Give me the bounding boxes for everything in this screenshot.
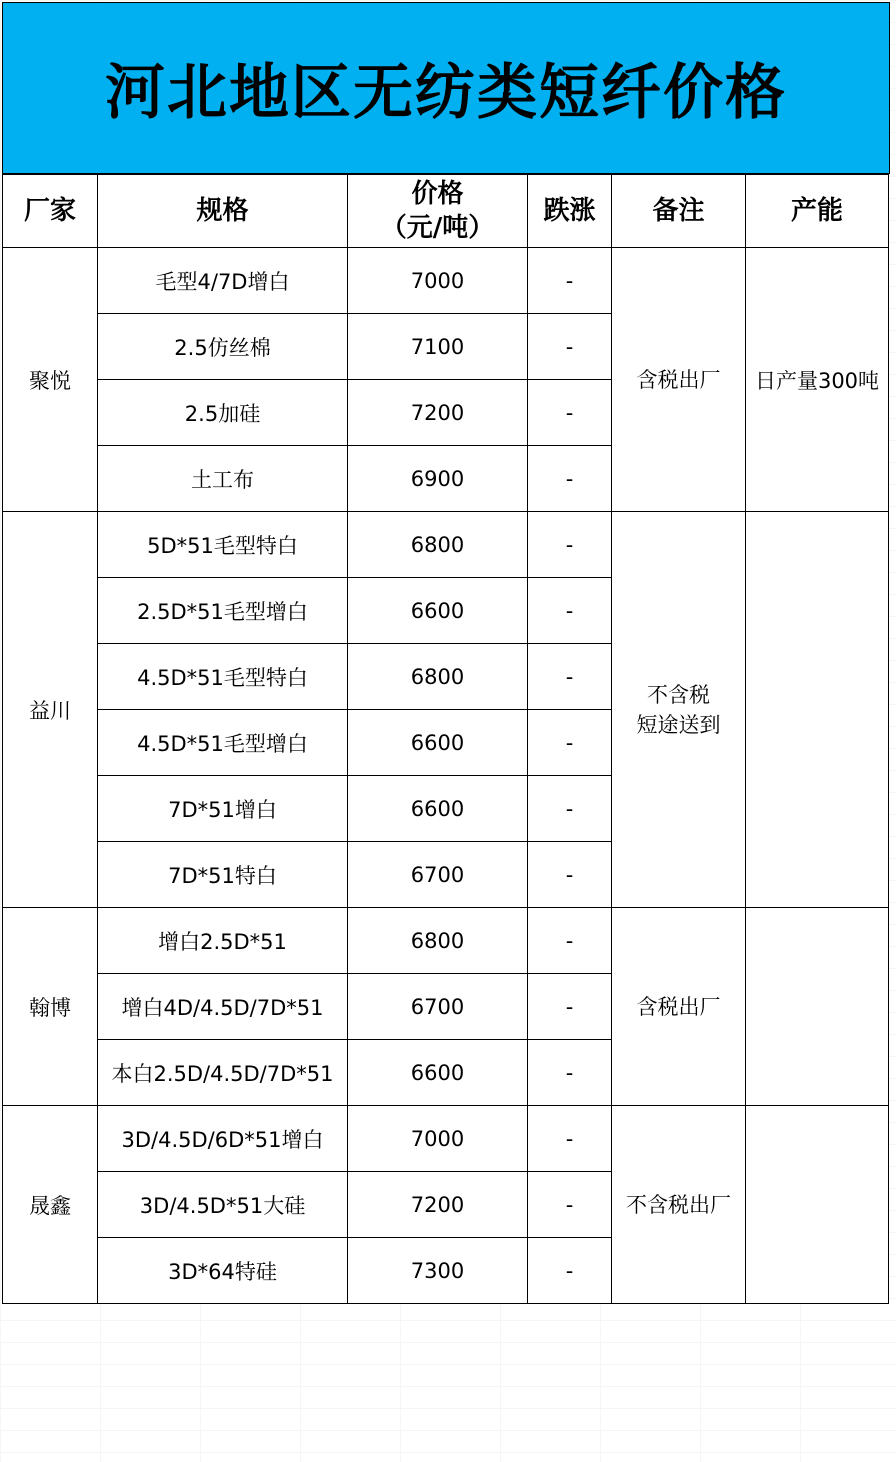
note-line: 含税出厂	[636, 367, 721, 392]
change-cell: -	[528, 1172, 612, 1238]
capacity-cell	[746, 1106, 889, 1304]
table-row	[3, 908, 889, 974]
note-cell	[612, 248, 746, 512]
spec-cell: 增白4D/4.5D/7D*51	[98, 974, 348, 1040]
change-cell: -	[528, 1238, 612, 1304]
spec-cell: 增白2.5D*51	[98, 908, 348, 974]
price-cell: 6600	[348, 776, 528, 842]
price-cell: 7200	[348, 1172, 528, 1238]
table-body	[3, 248, 889, 1304]
spec-cell: 7D*51增白	[98, 776, 348, 842]
note-line: 含税出厂	[636, 994, 721, 1019]
spec-cell: 2.5D*51毛型增白	[98, 578, 348, 644]
change-cell: -	[528, 1106, 612, 1172]
factory-cell: 翰博	[3, 908, 98, 1106]
change-cell: -	[528, 578, 612, 644]
spec-cell: 土工布	[98, 446, 348, 512]
note-line: 不含税	[647, 682, 710, 707]
price-cell: 6800	[348, 644, 528, 710]
factory-cell: 聚悦	[3, 248, 98, 512]
price-cell: 6800	[348, 908, 528, 974]
price-cell: 7100	[348, 314, 528, 380]
price-cell: 6700	[348, 842, 528, 908]
change-cell: -	[528, 512, 612, 578]
capacity-cell	[746, 512, 889, 908]
spec-cell: 毛型4/7D增白	[98, 248, 348, 314]
change-cell: -	[528, 974, 612, 1040]
table-row	[3, 512, 889, 578]
spec-cell: 2.5仿丝棉	[98, 314, 348, 380]
spec-cell: 7D*51特白	[98, 842, 348, 908]
table-row	[3, 1106, 889, 1172]
header-change: 跌涨	[528, 175, 612, 248]
price-cell: 7000	[348, 248, 528, 314]
header-factory: 厂家	[3, 175, 98, 248]
change-cell: -	[528, 446, 612, 512]
change-cell: -	[528, 776, 612, 842]
change-cell: -	[528, 842, 612, 908]
change-cell: -	[528, 248, 612, 314]
header-spec: 规格	[98, 175, 348, 248]
price-table	[2, 174, 889, 1304]
spec-cell: 3D/4.5D*51大硅	[98, 1172, 348, 1238]
header-price-unit: （元/吨）	[380, 213, 495, 243]
factory-cell: 晟鑫	[3, 1106, 98, 1304]
note-line: 短途送到	[636, 712, 721, 737]
price-cell: 6700	[348, 974, 528, 1040]
page-title: 河北地区无纺类短纤价格	[105, 58, 787, 128]
change-cell: -	[528, 908, 612, 974]
header-capacity: 产能	[746, 175, 889, 248]
spec-cell: 4.5D*51毛型增白	[98, 710, 348, 776]
table-row	[3, 248, 889, 314]
price-cell: 6600	[348, 578, 528, 644]
price-cell: 7200	[348, 380, 528, 446]
header-note: 备注	[612, 175, 746, 248]
price-cell: 6800	[348, 512, 528, 578]
note-line: 不含税出厂	[626, 1192, 731, 1217]
price-cell: 6600	[348, 710, 528, 776]
change-cell: -	[528, 380, 612, 446]
header-price	[348, 175, 528, 248]
header-row	[3, 175, 889, 248]
title-banner	[2, 2, 890, 174]
price-cell: 6900	[348, 446, 528, 512]
spec-cell: 5D*51毛型特白	[98, 512, 348, 578]
note-cell	[612, 908, 746, 1106]
spec-cell: 本白2.5D/4.5D/7D*51	[98, 1040, 348, 1106]
price-cell: 6600	[348, 1040, 528, 1106]
spec-cell: 3D/4.5D/6D*51增白	[98, 1106, 348, 1172]
price-cell: 7300	[348, 1238, 528, 1304]
spec-cell: 3D*64特硅	[98, 1238, 348, 1304]
header-price-label: 价格	[411, 179, 464, 209]
change-cell: -	[528, 1040, 612, 1106]
price-cell: 7000	[348, 1106, 528, 1172]
capacity-cell: 日产量300吨	[746, 248, 889, 512]
note-cell	[612, 1106, 746, 1304]
spec-cell: 2.5加硅	[98, 380, 348, 446]
change-cell: -	[528, 314, 612, 380]
change-cell: -	[528, 644, 612, 710]
capacity-cell	[746, 908, 889, 1106]
factory-cell: 益川	[3, 512, 98, 908]
spec-cell: 4.5D*51毛型特白	[98, 644, 348, 710]
note-cell	[612, 512, 746, 908]
change-cell: -	[528, 710, 612, 776]
